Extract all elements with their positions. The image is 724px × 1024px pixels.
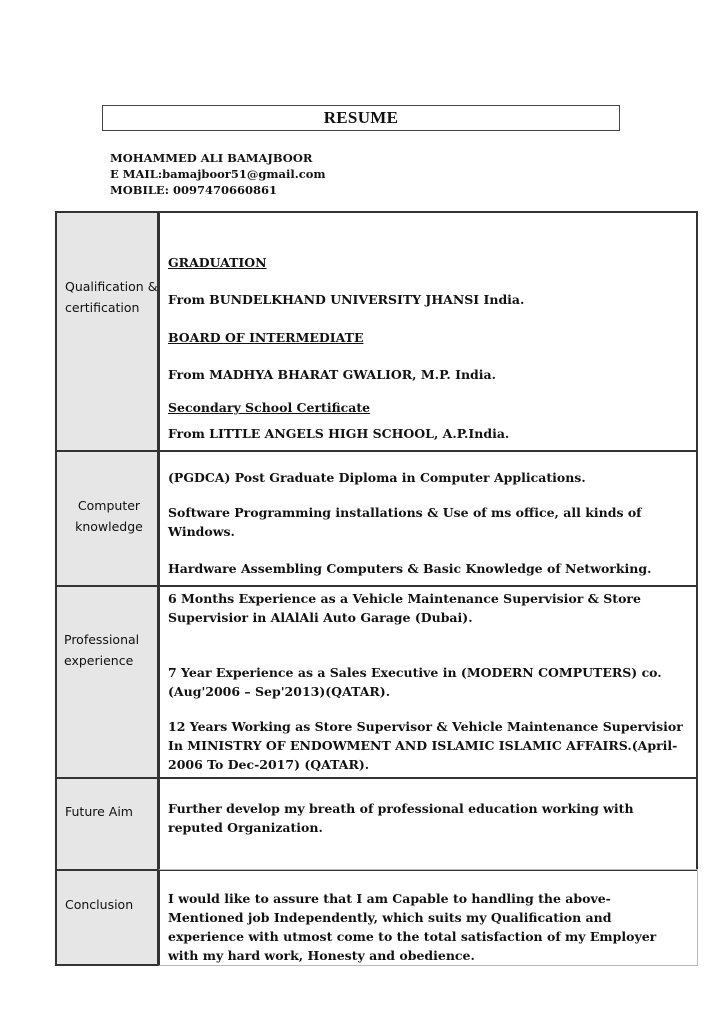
conclusion-text: I would like to assure that I am Capable to handling the above- Mentioned job Independently, which suits my Qualification and experience with utmost come to the total satisfaction of my Employer with my hard work, Honesty and obedience.: [168, 891, 657, 963]
experience-label-text: Professional experience: [64, 632, 140, 668]
conclusion-row: [55, 869, 698, 966]
future-content: [158, 777, 698, 871]
computer-item-3: Hardware Assembling Computers & Basic Knowledge of Networking.: [168, 561, 652, 576]
computer-label-text: Computer knowledge: [75, 498, 143, 534]
secondary-text: From LITTLE ANGELS HIGH SCHOOL, A.P.India.: [168, 426, 510, 441]
candidate-name: MOHAMMED ALI BAMAJBOOR: [110, 151, 313, 165]
qualification-label: [55, 211, 159, 452]
conclusion-label: [55, 869, 159, 966]
computer-row: [55, 450, 698, 587]
resume-title: RESUME: [102, 105, 620, 131]
future-label: [55, 777, 159, 871]
experience-item-2: 7 Year Experience as a Sales Executive in (MODERN COMPUTERS) co.(Aug'2006 – Sep'2013)(QATAR).: [168, 665, 662, 699]
graduation-text: From BUNDELKHAND UNIVERSITY JHANSI India.: [168, 292, 525, 307]
experience-row: [55, 585, 698, 779]
experience-label: [55, 585, 159, 779]
contact-block: [110, 150, 326, 198]
experience-content: [158, 585, 698, 779]
mobile-line: MOBILE: 0097470660861: [110, 183, 277, 197]
intermediate-heading: BOARD OF INTERMEDIATE: [168, 330, 364, 345]
graduation-heading: GRADUATION: [168, 255, 267, 270]
secondary-heading: Secondary School Certificate: [168, 400, 371, 415]
future-label-text: Future Aim: [65, 804, 133, 819]
qualification-row: [55, 211, 698, 452]
experience-item-1: 6 Months Experience as a Vehicle Maintenance Supervisior & Store Supervisior in AlAlAli Auto Garage (Dubai).: [168, 591, 641, 625]
future-text: Further develop my breath of professional education working with reputed Organization.: [168, 801, 634, 835]
computer-item-2: Software Programming installations & Use of ms office, all kinds of Windows.: [168, 505, 642, 539]
experience-item-3: 12 Years Working as Store Supervisor & Vehicle Maintenance Supervisior In MINISTRY OF ENDOWMENT AND ISLAMIC ISLAMIC AFFAIRS.(April-2006 To Dec-2017) (QATAR).: [168, 719, 683, 772]
computer-item-1: (PGDCA) Post Graduate Diploma in Computer Applications.: [168, 470, 586, 485]
qualification-label-text: Qualification & certification: [65, 279, 158, 315]
computer-label: [55, 450, 159, 587]
email-line: E MAIL:bamajboor51@gmail.com: [110, 167, 326, 181]
intermediate-text: From MADHYA BHARAT GWALIOR, M.P. India.: [168, 367, 496, 382]
qualification-content: [158, 211, 698, 452]
conclusion-label-text: Conclusion: [65, 897, 134, 912]
conclusion-content: [158, 869, 698, 966]
computer-content: [158, 450, 698, 587]
future-row: [55, 777, 698, 871]
